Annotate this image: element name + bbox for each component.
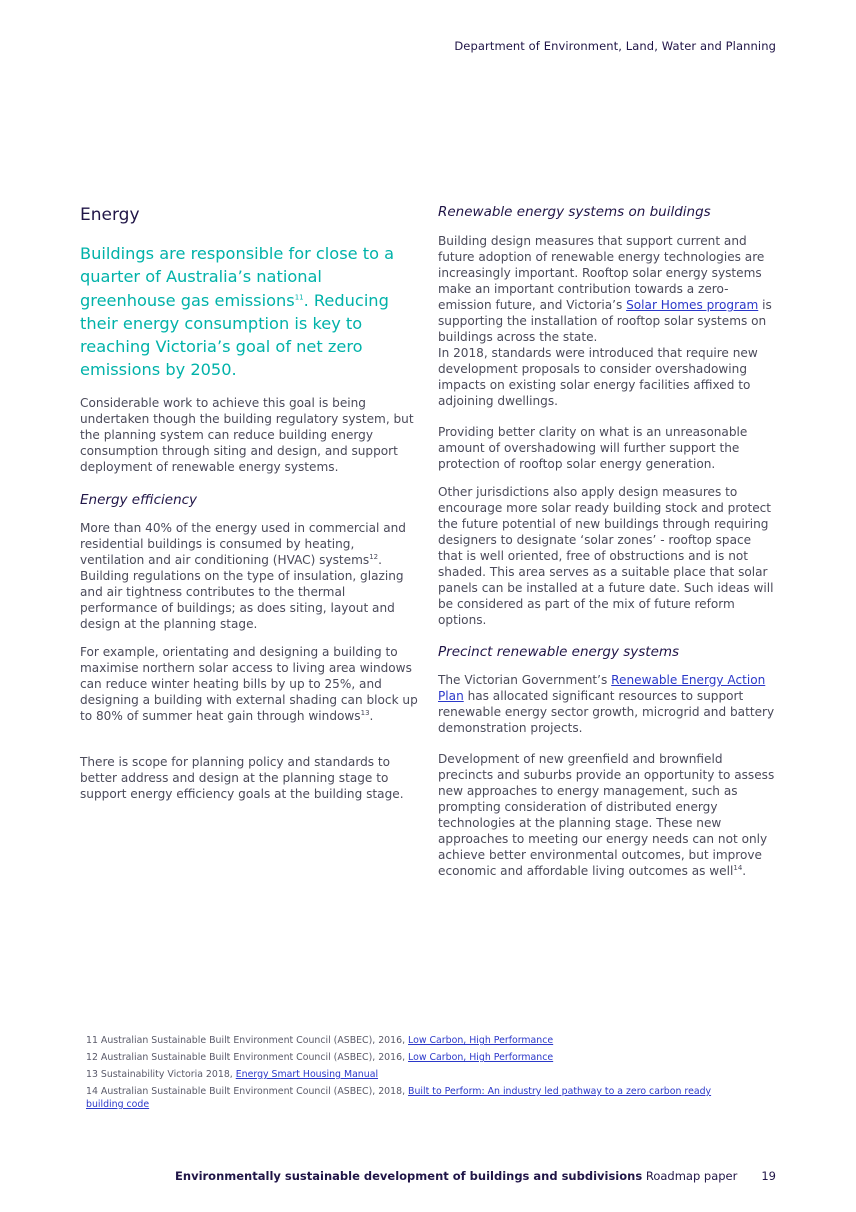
left-paragraph-2: [80, 520, 418, 632]
footnote-ref-14[interactable]: 14: [733, 863, 743, 872]
subheading-precinct-renewable: Precinct renewable energy systems: [438, 644, 680, 660]
page-number: 19: [761, 1169, 776, 1183]
renewable-energy-action-plan-link[interactable]: Renewable Energy Action Plan: [438, 673, 766, 703]
footnote-14: [86, 1085, 766, 1111]
footnote-ref-11[interactable]: 11: [294, 293, 304, 302]
footer-subtitle: Roadmap paper: [642, 1169, 738, 1183]
page-footer: [175, 1169, 776, 1183]
right-paragraph-3: Other jurisdictions also apply design measures to encourage more solar ready building stock and protect the future potential of new buildings through requiring designers to designate ‘solar zones’ - rooftop space that is well oriented, free of obstructions and is not shaded. This area serves as a suitable place that solar panels can be installed at a future date. Such ideas will be considered as part of the mix of future reform options.: [438, 485, 774, 627]
r-p1b-text: In 2018, standards were introduced that require new development proposals to consider overshadowing impacts on existing solar energy facilities affixed to adjoining dwellings.: [438, 346, 758, 408]
lead-statement: [80, 242, 410, 382]
footnote-11-text: 11 Australian Sustainable Built Environment Council (ASBEC), 2016,: [86, 1035, 409, 1046]
p3-text-end: .: [369, 709, 374, 723]
footnote-ref-13[interactable]: 13: [360, 708, 370, 717]
right-paragraph-1: [438, 233, 778, 409]
subheading-energy-efficiency: Energy efficiency: [80, 492, 198, 508]
lead-text: Buildings are responsible for close to a quarter of Australia’s national greenhouse gas emissions: [80, 244, 395, 310]
footnote-14-text: 14 Australian Sustainable Built Environment Council (ASBEC), 2018,: [86, 1086, 409, 1097]
p2-text: More than 40% of the energy used in commercial and residential buildings is consumed by heating, ventilation and air conditioning (HVAC) systems: [80, 521, 406, 567]
r-p1-text: Building design measures that support current and future adoption of renewable energy technologies are increasingly important. Rooftop solar energy systems make an important contribution towards a zero-emission future, and Victoria’s: [438, 234, 765, 312]
r-p1-text-end: is supporting the installation of rooftop solar systems on buildings across the state.: [438, 298, 772, 344]
r-p4-text: The Victorian Government’s: [438, 673, 612, 687]
footnote-13: [86, 1068, 766, 1081]
section-heading-energy: Energy: [80, 205, 140, 225]
footnote-ref-12[interactable]: 12: [369, 552, 379, 561]
footer-title: Environmentally sustainable development of buildings and subdivisions: [175, 1169, 643, 1183]
r-p4-text-end: has allocated significant resources to support renewable energy sector growth, microgrid and battery demonstration projects.: [438, 689, 775, 735]
right-paragraph-4: [438, 672, 778, 736]
footnote-13-link[interactable]: Energy Smart Housing Manual: [235, 1069, 379, 1080]
p3-text: For example, orientating and designing a building to maximise northern solar access to living area windows can reduce winter heating bills by up to 25%, and designing a building with external shading can block up to 80% of summer heat gain through windows: [80, 645, 418, 723]
right-paragraph-5: [438, 751, 778, 879]
subheading-renewable-buildings: Renewable energy systems on buildings: [438, 204, 711, 220]
header-department: Department of Environment, Land, Water and Planning: [454, 39, 776, 53]
p2-text-end: . Building regulations on the type of insulation, glazing and air tightness contributes to the thermal performance of buildings; as does siting, layout and design at the planning stage.: [80, 553, 404, 631]
footnote-12-link[interactable]: Low Carbon, High Performance: [408, 1052, 554, 1063]
footnote-12: [86, 1051, 766, 1064]
right-paragraph-2: Providing better clarity on what is an unreasonable amount of overshadowing will further support the protection of rooftop solar energy generation.: [438, 425, 748, 471]
left-paragraph-4: There is scope for planning policy and standards to better address and design at the planning stage to support energy efficiency goals at the building stage.: [80, 755, 404, 801]
r-p5-text: Development of new greenfield and brownfield precincts and suburbs provide an opportunity to assess new approaches to energy management, such as prompting consideration of distributed energy technologies at the planning stage. These new approaches to meeting our energy needs can not only achieve better environmental outcomes, but improve economic and affordable living outcomes as well: [438, 752, 775, 878]
left-paragraph-3: [80, 644, 418, 724]
footnote-12-text: 12 Australian Sustainable Built Environment Council (ASBEC), 2016,: [86, 1052, 409, 1063]
solar-homes-link[interactable]: Solar Homes program: [626, 298, 759, 312]
footnote-14-link[interactable]: Built to Perform: An industry led pathway to a zero carbon ready building code: [86, 1086, 712, 1110]
footnotes: [86, 1034, 766, 1115]
footnote-13-text: 13 Sustainability Victoria 2018,: [86, 1069, 236, 1080]
r-p5-text-end: .: [742, 864, 747, 878]
left-paragraph-1: Considerable work to achieve this goal is being undertaken though the building regulatory system, but the planning system can reduce building energy consumption through siting and design, and support deployment of renewable energy systems.: [80, 396, 414, 474]
footnote-11: [86, 1034, 766, 1047]
footnote-11-link[interactable]: Low Carbon, High Performance: [408, 1035, 554, 1046]
lead-text-end: . Reducing their energy consumption is key to reaching Victoria’s goal of net zero emissions by 2050.: [80, 290, 389, 380]
